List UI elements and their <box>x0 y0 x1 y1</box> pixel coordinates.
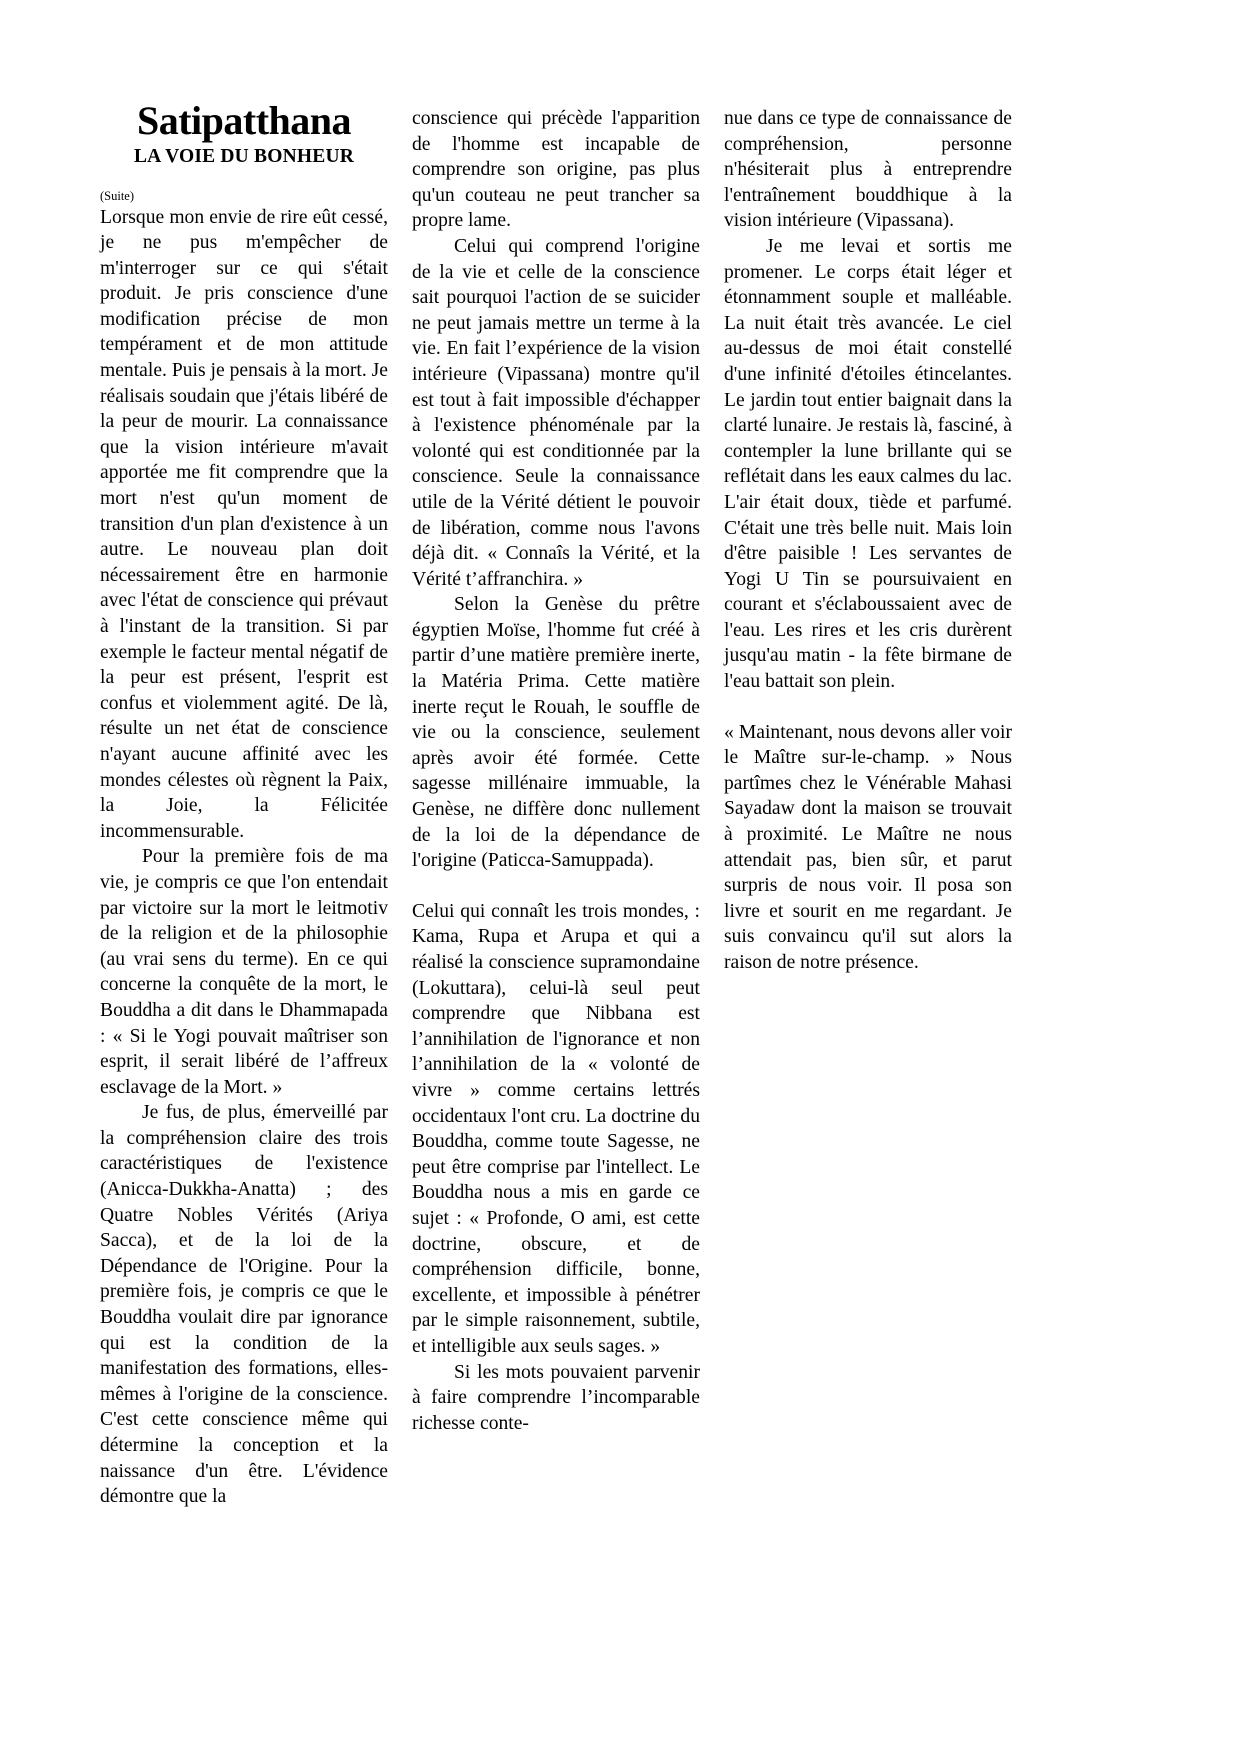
paragraph: conscience qui précède l'apparition de l'homme est incapable de comprendre son origine, pas plus qu'un couteau ne peut trancher sa propre lame. <box>412 108 700 232</box>
paragraph: Celui qui connaît les trois mondes, : Kama, Rupa et Arupa et qui a réalisé la conscience supramondaine (Lokuttara), celui-là seul peut comprendre que Nibbana est l’annihilation de l'ignorance et non l’annihilation de la « volonté de vivre » comme certains lettrés occidentaux l'ont cru. La doctrine du Bouddha, comme toute Sagesse, ne peut être comprise par l'intellect. Le Bouddha nous a mis en garde ce sujet : « Profonde, O ami, est cette doctrine, obscure, et de compréhension difficile, bonne, excellente, et impossible à pénétrer par le simple raisonnement, subtile, et intelligible aux seuls sages. » <box>412 900 700 1357</box>
paragraph: Pour la première fois de ma vie, je compris ce que l'on entendait par victoire sur la mort le leitmotiv de la religion et de la philosophie (au vrai sens du terme). En ce qui concerne la conquête de la mort, le Bouddha a dit dans le Dhammapada : « Si le Yogi pouvait maîtriser son esprit, il serait libéré de l’affreux esclavage de la Mort. » <box>100 846 388 1098</box>
paragraph: Selon la Genèse du prêtre égyptien Moïse, l'homme fut créé à partir d’une matière première inerte, la Matéria Prima. Cette matière inerte reçut le Rouah, le souffle de vie ou la conscience, seulement après avoir été formée. Cette sagesse millénaire immuable, la Genèse, ne diffère donc nullement de la loi de la dépendance de l'origine (Paticca-Samuppada). <box>412 594 700 872</box>
paragraph: Si les mots pouvaient parvenir à faire comprendre l’incomparable richesse conte- <box>412 1361 700 1434</box>
paragraph: Lorsque mon envie de rire eût cessé, je ne pus m'empêcher de m'interroger sur ce qui s'était produit. Je pris conscience d'une modification précise de mon tempérament et de mon attitude mentale. Puis je pensais à la mort. Je réalisais soudain que j'étais libéré de la peur de mourir. La connaissance que la vision intérieure m'avait apportée me fit comprendre que la mort n'est qu'un moment de transition d'un plan d'existence à un autre. Le nouveau plan doit nécessairement être en harmonie avec l'état de conscience qui prévaut à l'instant de la transition. Si par exemple le facteur mental négatif de la peur est présent, l'esprit est confus et violemment agité. De là, résulte un net état de conscience n'ayant aucune affinité avec les mondes célestes où règnent la Paix, la Joie, la Félicitée incommensurable. <box>100 206 388 842</box>
page-title: Satipatthana <box>136 98 352 143</box>
paragraph: nue dans ce type de connaissance de compréhension, personne n'hésiterait plus à entreprendre l'entraînement bouddhique à la vision intérieure (Vipassana). <box>724 108 1012 232</box>
column-middle <box>412 100 700 1436</box>
page-content <box>100 100 1140 1670</box>
column-right <box>724 100 1012 976</box>
paragraph: Je me levai et sortis me promener. Le corps était léger et étonnamment souple et malléable. La nuit était très avancée. Le ciel au-dessus de moi était constellé d'une infinité d'étoiles étincelantes. Le jardin tout entier baignait dans la clarté lunaire. Je restais là, fasciné, à contempler la lune brillante qui se reflétait dans les eaux calmes du lac. L'air était doux, tiède et parfumé. C'était une très belle nuit. Mais loin d'être paisible ! Les servantes de Yogi U Tin se poursuivaient en courant et s'éclaboussaient avec de l'eau. Les rires et les cris durèrent jusqu'au matin - la fête birmane de l'eau battait son plein. <box>724 235 1012 693</box>
continuation-note: (Suite) <box>100 189 135 203</box>
three-column-layout <box>100 100 1140 1510</box>
paragraph: « Maintenant, nous devons aller voir le Maître sur-le-champ. » Nous partîmes chez le Vénérable Mahasi Sayadaw dont la maison se trouvait à proximité. Le Maître ne nous attendait pas, bien sûr, et parut surpris de nous voir. Il posa son livre et sourit en me regardant. Je suis convaincu qu'il sut alors la raison de notre présence. <box>724 721 1012 973</box>
column-left <box>100 100 388 1510</box>
page-subtitle: LA VOIE DU BONHEUR <box>133 146 355 167</box>
paragraph: Celui qui comprend l'origine de la vie et celle de la conscience sait pourquoi l'action de se suicider ne peut jamais mettre un terme à la vie. En fait l’expérience de la vision intérieure (Vipassana) montre qu'il est tout à fait impossible d'échapper à l'existence phénoménale par la volonté qui est conditionnée par la conscience. Seule la connaissance utile de la Vérité détient le pouvoir de libération, comme nous l'avons déjà dit. « Connaîs la Vérité, et la Vérité t’affranchira. » <box>412 235 700 590</box>
paragraph: Je fus, de plus, émerveillé par la compréhension claire des trois caractéristiques de l'existence (Anicca-Dukkha-Anatta) ; des Quatre Nobles Vérités (Ariya Sacca), et de la loi de la Dépendance de l'Origine. Pour la première fois, je compris ce que le Bouddha voulait dire par ignorance qui est la condition de la manifestation des formations, elles-mêmes à l'origine de la conscience. C'est cette conscience même qui détermine la conception et la naissance d'un être. L'évidence démontre que la <box>100 1102 388 1508</box>
